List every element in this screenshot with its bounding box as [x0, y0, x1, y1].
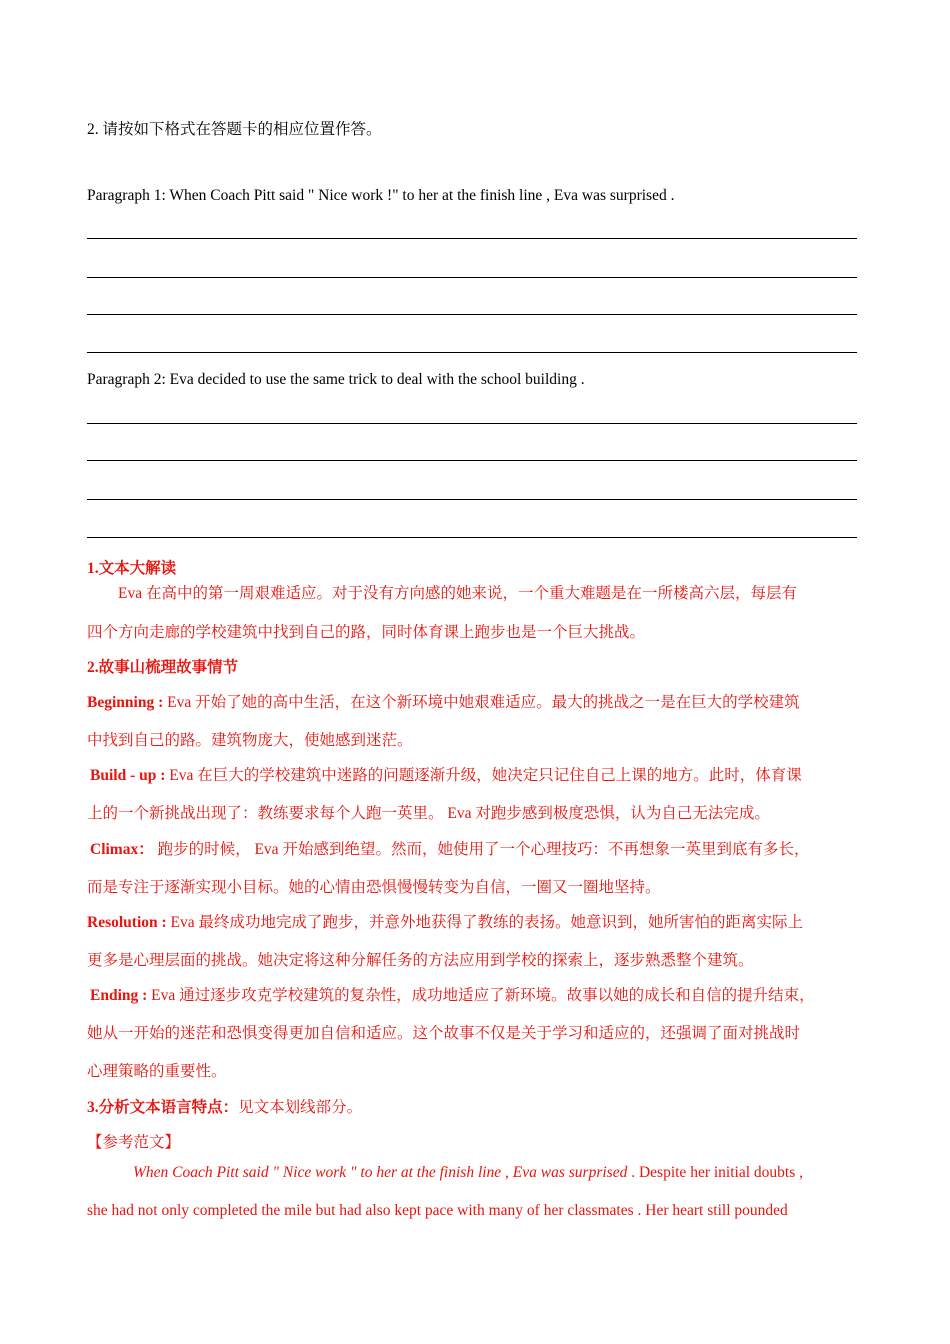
paragraph2-prompt: Paragraph 2: Eva decided to use the same trick to deal with the school building . — [87, 371, 585, 388]
answer-line — [87, 238, 857, 239]
section3-text: 见文本划线部分。 — [238, 1099, 363, 1116]
resolution-line-2: 更多是心理层面的挑战。她决定将这种分解任务的方法应用到学校的探索上，逐步熟悉整个建筑。 — [87, 952, 754, 969]
buildup-line — [90, 763, 802, 785]
reference-rest: . Despite her initial doubts , — [627, 1164, 803, 1181]
beginning-line-2: 中找到自己的路。建筑物庞大，使她感到迷茫。 — [87, 732, 413, 749]
answer-line — [87, 314, 857, 315]
buildup-label: Build - up : — [90, 767, 166, 784]
ending-line-3: 心理策略的重要性。 — [87, 1063, 227, 1080]
ending-label: Ending : — [90, 987, 148, 1004]
section3-heading: 3.分析文本语言特点： — [87, 1099, 239, 1116]
ending-text: Eva 通过逐步攻克学校建筑的复杂性，成功地适应了新环境。故事以她的成长和自信的提升结束， — [147, 987, 815, 1004]
climax-text: 跑步的时候， Eva 开始感到绝望。然而，她使用了一个心理技巧：不再想象一英里到底有多长， — [153, 841, 810, 858]
resolution-line — [87, 910, 803, 932]
answer-line — [87, 423, 857, 424]
reference-italic: When Coach Pitt said " Nice work " to her at the finish line , Eva was surprised — [133, 1164, 628, 1181]
section1-text-line: Eva 在高中的第一周艰难适应。对于没有方向感的她来说，一个重大难题是在一所楼高六层，每层有 — [118, 585, 797, 602]
beginning-label: Beginning : — [87, 694, 164, 711]
climax-line-2: 而是专注于逐渐实现小目标。她的心情由恐惧慢慢转变为自信，一圈又一圈地坚持。 — [87, 879, 661, 896]
paragraph1-prompt: Paragraph 1: When Coach Pitt said " Nice work !" to her at the finish line , Eva was surprised . — [87, 187, 675, 204]
answer-line — [87, 499, 857, 500]
beginning-text: Eva 开始了她的高中生活，在这个新环境中她艰难适应。最大的挑战之一是在巨大的学校建筑 — [163, 694, 800, 711]
buildup-text: Eva 在巨大的学校建筑中迷路的问题逐渐升级，她决定只记住自己上课的地方。此时，体育课 — [165, 767, 802, 784]
section1-text-line: 四个方向走廊的学校建筑中找到自己的路，同时体育课上跑步也是一个巨大挑战。 — [87, 624, 646, 641]
reference-line — [133, 1164, 803, 1182]
reference-line-2: she had not only completed the mile but had also kept pace with many of her classmates . Her heart still pounded — [87, 1202, 788, 1219]
climax-line — [90, 837, 809, 859]
resolution-label: Resolution : — [87, 914, 167, 931]
section1-heading: 1.文本大解读 — [87, 560, 177, 577]
answer-line — [87, 460, 857, 461]
resolution-text: Eva 最终成功地完成了跑步，并意外地获得了教练的表扬。她意识到，她所害怕的距离实际上 — [166, 914, 804, 931]
answer-line — [87, 352, 857, 353]
reference-heading: 【参考范文】 — [87, 1134, 181, 1151]
beginning-line — [87, 690, 800, 712]
ending-line-2: 她从一开始的迷茫和恐惧变得更加自信和适应。这个故事不仅是关于学习和适应的，还强调了面对挑战时 — [87, 1025, 801, 1042]
instruction-line: 2. 请按如下格式在答题卡的相应位置作答。 — [87, 121, 382, 138]
section3-line — [87, 1095, 362, 1117]
climax-label: Climax： — [90, 841, 154, 858]
ending-line — [90, 983, 815, 1005]
buildup-line-2: 上的一个新挑战出现了：教练要求每个人跑一英里。 Eva 对跑步感到极度恐惧，认为自己无法完成。 — [87, 805, 770, 822]
answer-line — [87, 277, 857, 278]
answer-line — [87, 537, 857, 538]
section2-heading: 2.故事山梳理故事情节 — [87, 659, 239, 676]
